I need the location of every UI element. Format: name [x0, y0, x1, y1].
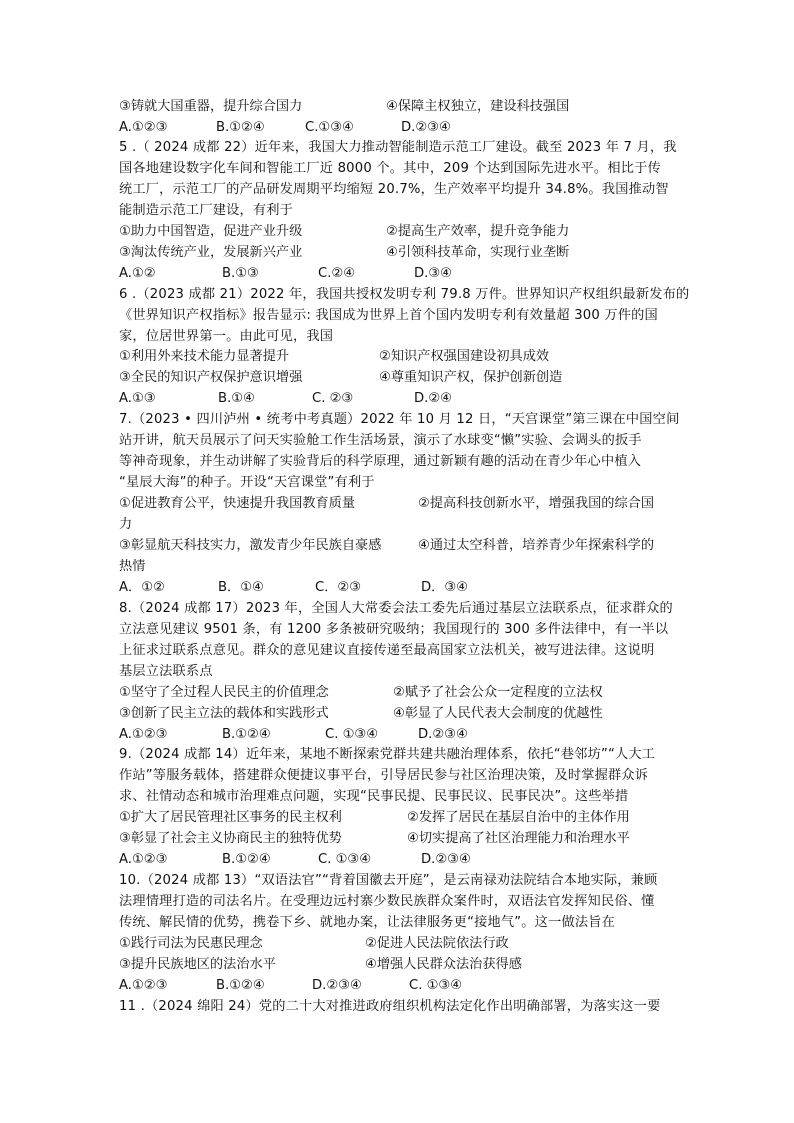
q10-stem-line: 法理情理打造的司法名片。在受理边远村寨少数民族群众案件时，双语法官发挥知民俗、懂 — [119, 894, 655, 909]
q9-option-1: ①扩大了居民管理社区事务的民主权利 — [119, 810, 342, 825]
q8-stem-line: 立法意见建议 9501 条，有 1200 多条被研究吸纳；我国现行的 300 多件法律中，有一半以 — [119, 622, 669, 637]
q6-choice-b[interactable]: B.①④ — [218, 391, 255, 406]
q9-stem-line: 求、社情动态和城市治理难点问题，实现“民事民提、民事民议、民事民决”。这些举措 — [119, 789, 629, 804]
q7-choice-d[interactable]: D．③④ — [421, 580, 468, 595]
q9-choice-d[interactable]: D.②③④ — [421, 852, 471, 867]
q6-stem-line: 家，位居世界第一。由此可见，我国 — [119, 329, 334, 344]
q7-option-2-cont: 力 — [119, 517, 133, 532]
q5-option-3: ③淘汰传统产业，发展新兴产业 — [119, 245, 303, 260]
q10-choice-b[interactable]: B.①②④ — [216, 978, 265, 993]
q7-option-3: ③彰显航天科技实力，激发青少年民族自豪感 — [119, 538, 382, 553]
q10-stem-line: 传统、解民情的优势，携卷下乡、就地办案，让法律服务更“接地气”。这一做法旨在 — [119, 915, 616, 930]
q6-stem-line: 《世界知识产权指标》报告显示: 我国成为世界上首个国内发明专利有效量超 300 万件的国 — [119, 308, 658, 323]
q6-stem-line: 6 .（2023 成都 21）2022 年，我国共授权发明专利 79.8 万件。世界知识产权组织最新发布的 — [119, 287, 690, 302]
q8-choice-c[interactable]: C. ①③④ — [325, 727, 379, 742]
q9-choice-b[interactable]: B.①②④ — [222, 852, 271, 867]
q9-choice-a[interactable]: A.①②③ — [119, 852, 168, 867]
q8-stem-line: 8.（2024 成都 17）2023 年，全国人大常委会法工委先后通过基层立法联系点，征求群众的 — [119, 601, 673, 616]
q7-stem-line: 7.（2023 • 四川泸州 • 统考中考真题）2022 年 10 月 12 日，“天宫课堂”第三课在中国空间 — [119, 412, 680, 427]
q5-choice-d[interactable]: D.③④ — [414, 266, 452, 281]
q7-choice-b[interactable]: B．①④ — [218, 580, 264, 595]
q7-stem-line: 等神奇现象，并生动讲解了实验背后的科学原理，通过新颖有趣的活动在青少年心中植入 — [119, 454, 642, 469]
q7-stem-line: “星辰大海”的种子。开设“天宫课堂”有利于 — [119, 475, 375, 490]
q5-choice-b[interactable]: B.①③ — [222, 266, 259, 281]
q7-option-1: ①促进教育公平，快速提升我国教育质量 — [119, 496, 356, 511]
q10-option-1: ①践行司法为民惠民理念 — [119, 936, 263, 951]
q7-choice-a[interactable]: A．①② — [119, 580, 165, 595]
q10-option-2: ②促进人民法院依法行政 — [365, 936, 509, 951]
q8-choice-d[interactable]: D.②③④ — [418, 727, 468, 742]
q6-option-2: ②知识产权强国建设初具成效 — [379, 349, 550, 364]
q5-stem-line: 能制造示范工厂建设，有利于 — [119, 203, 294, 218]
q10-choice-a[interactable]: A.①②③ — [119, 978, 168, 993]
q9-choice-c[interactable]: C. ①③④ — [318, 852, 372, 867]
q10-option-3: ③提升民族地区的法治水平 — [119, 957, 276, 972]
q7-choice-c[interactable]: C．②③ — [315, 580, 362, 595]
q7-option-4-cont: 热情 — [119, 559, 146, 574]
q8-choice-a[interactable]: A.①②③ — [119, 727, 168, 742]
q8-option-2: ②赋予了社会公众一定程度的立法权 — [393, 685, 603, 700]
q11-stem-line: 11 .（2024 绵阳 24）党的二十大对推进政府组织机构法定化作出明确部署，为落实这一要 — [119, 999, 661, 1014]
q4-choice-c[interactable]: C.①③④ — [305, 120, 354, 135]
q4-option-4: ④保障主权独立，建设科技强国 — [386, 99, 570, 114]
q4-option-3: ③铸就大国重器，提升综合国力 — [119, 99, 303, 114]
q10-choice-d[interactable]: D.②③④ — [312, 978, 362, 993]
q8-choice-b[interactable]: B.①②④ — [222, 727, 271, 742]
q9-stem-line: 作站”等服务载体，搭建群众便捷议事平台，引导居民参与社区治理决策，及时掌握群众诉 — [119, 768, 649, 783]
q8-stem-line: 上征求过联系点意见。群众的意见建议直接传递至最高国家立法机关，被写进法律。这说明 — [119, 643, 655, 658]
q4-choice-a[interactable]: A.①②③ — [119, 120, 168, 135]
q6-option-1: ①利用外来技术能力显著提升 — [119, 349, 290, 364]
q5-option-1: ①助力中国智造，促进产业升级 — [119, 224, 303, 239]
q5-stem-line: 国各地建设数字化车间和智能工厂近 8000 个。其中，209 个达到国际先进水平。相比于传 — [119, 161, 661, 176]
q10-choice-c[interactable]: C. ①③④ — [409, 978, 463, 993]
q4-choice-b[interactable]: B.①②④ — [216, 120, 265, 135]
q5-stem-line: 统工厂，示范工厂的产品研发周期平均缩短 20.7%，生产效率平均提升 34.8%。我国推动智 — [119, 182, 669, 197]
q4-choice-d[interactable]: D.②③④ — [401, 120, 451, 135]
q6-option-4: ④尊重知识产权，保护创新创造 — [379, 370, 563, 385]
q7-option-4: ④通过太空科普，培养青少年探索科学的 — [418, 538, 655, 553]
q9-option-4: ④切实提高了社区治理能力和治理水平 — [407, 831, 630, 846]
q6-option-3: ③全民的知识产权保护意识增强 — [119, 370, 303, 385]
q10-stem-line: 10.（2024 成都 13）“双语法官”“背着国徽去开庭”，是云南禄劝法院结合本地实际，兼顾 — [119, 873, 658, 888]
q8-option-4: ④彰显了人民代表大会制度的优越性 — [393, 706, 603, 721]
q9-option-3: ③彰显了社会主义协商民主的独特优势 — [119, 831, 342, 846]
q5-option-2: ②提高生产效率，提升竞争能力 — [386, 224, 570, 239]
q6-choice-d[interactable]: D.②④ — [414, 391, 452, 406]
q5-option-4: ④引领科技革命，实现行业垄断 — [386, 245, 570, 260]
q5-choice-c[interactable]: C.②④ — [318, 266, 356, 281]
q9-stem-line: 9.（2024 成都 14）近年来，某地不断探索党群共建共融治理体系，依托“巷邻坊”“人大工 — [119, 747, 656, 762]
q8-stem-line: 基层立法联系点 — [119, 664, 213, 679]
q8-option-3: ③创新了民主立法的载体和实践形式 — [119, 706, 329, 721]
q7-option-2: ②提高科技创新水平，增强我国的综合国 — [418, 496, 655, 511]
q9-option-2: ②发挥了居民在基层自治中的主体作用 — [407, 810, 630, 825]
q7-stem-line: 站开讲，航天员展示了问天实验舱工作生活场景，演示了水球变“懒”实验、会调头的扳手 — [119, 433, 642, 448]
q10-option-4: ④增强人民群众法治获得感 — [365, 957, 522, 972]
q6-choice-a[interactable]: A.①③ — [119, 391, 156, 406]
q8-option-1: ①坚守了全过程人民民主的价值理念 — [119, 685, 329, 700]
q6-choice-c[interactable]: C. ②③ — [312, 391, 354, 406]
q5-choice-a[interactable]: A.①② — [119, 266, 156, 281]
q5-stem-line: 5 .（ 2024 成都 22）近年来，我国大力推动智能制造示范工厂建设。截至 2023 年 7 月，我 — [119, 140, 677, 155]
